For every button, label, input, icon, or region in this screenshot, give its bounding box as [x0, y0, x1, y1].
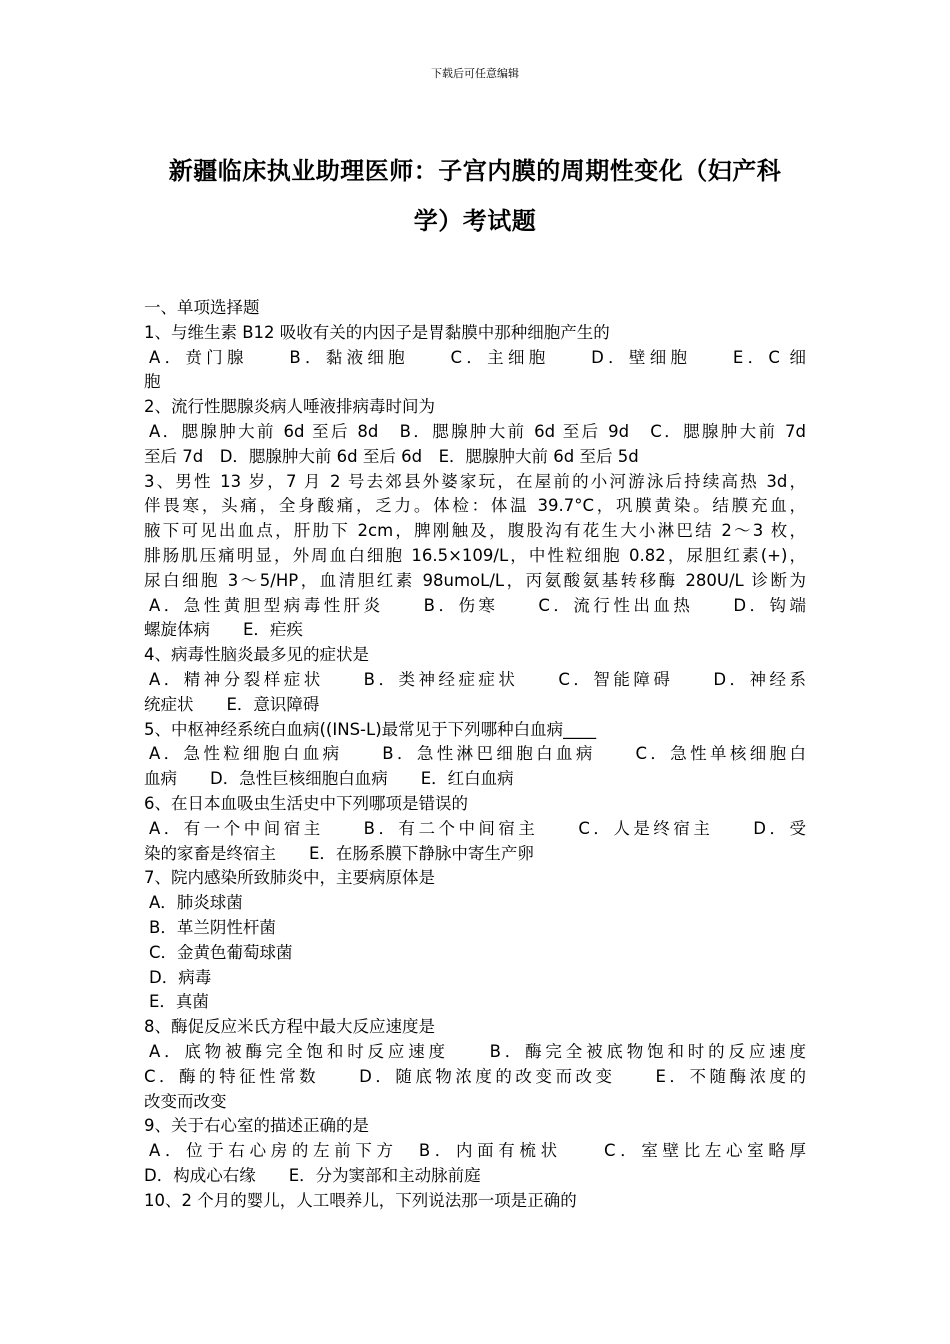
text-line: A．腮腺肿大前 6d 至后 8d B．腮腺肿大前 6d 至后 9d C．腮腺肿大前 7d: [149, 421, 806, 441]
text-line: A．贲门腺 B．黏液细胞 C．主细胞 D．壁细胞 E．C 细: [149, 347, 806, 367]
text-line: 改变而改变: [144, 1091, 227, 1111]
document-title: [145, 146, 805, 246]
text-line: 1、与维生素 B12 吸收有关的内因子是胃黏膜中那种细胞产生的: [144, 322, 610, 342]
title-line-1: 新疆临床执业助理医师：子宫内膜的周期性变化（妇产科: [168, 157, 782, 185]
section-heading: 一、单项选择题: [144, 298, 260, 317]
text-line: 伴畏寒，头痛，全身酸痛，乏力。体检：体温 39.7°C，巩膜黄染。结膜充血，: [144, 496, 806, 516]
text-line: A．肺炎球菌: [149, 893, 243, 913]
text-line: B．革兰阴性杆菌: [149, 917, 276, 937]
text-line: 至后 7d D．腮腺肿大前 6d 至后 6d E．腮腺肿大前 6d 至后 5d: [144, 446, 639, 466]
text-line: A．精神分裂样症状 B．类神经症症状 C．智能障碍 D．神经系: [149, 669, 806, 689]
text-line: 4、病毒性脑炎最多见的症状是: [144, 645, 369, 665]
text-line: 3、男性 13 岁，7 月 2 号去郊县外婆家玩，在屋前的小河游泳后持续高热 3d，: [144, 471, 806, 491]
question-list: [144, 296, 806, 1213]
text-line: 统症状 E．意识障碍: [144, 694, 320, 714]
text-line: 胞: [144, 372, 161, 392]
text-line: C．酶的特征性常数 D．随底物浓度的改变而改变 E．不随酶浓度的: [144, 1066, 806, 1086]
text-line: 螺旋体病 E．疟疾: [144, 620, 303, 640]
text-line: D．病毒: [149, 967, 212, 987]
text-line: 5、中枢神经系统白血病((INS-L)最常见于下列哪种白血病____: [144, 719, 597, 739]
text-line: 腓肠肌压痛明显，外周血白细胞 16.5×109/L，中性粒细胞 0.82，尿胆红素(+)，: [144, 545, 806, 565]
text-line: D．构成心右缘 E．分为窦部和主动脉前庭: [144, 1165, 481, 1185]
text-line: A．底物被酶完全饱和时反应速度 B．酶完全被底物饱和时的反应速度: [149, 1041, 806, 1061]
text-line: 染的家畜是终宿主 E．在肠系膜下静脉中寄生产卵: [144, 843, 534, 863]
header-note: 下载后可任意编辑: [431, 67, 519, 80]
text-line: 尿白细胞 3～5/HP，血清胆红素 98umoL/L，丙氨酸氨基转移酶 280U/L 诊断为: [144, 570, 806, 590]
text-line: E．真菌: [149, 992, 209, 1012]
text-line: 7、院内感染所致肺炎中，主要病原体是: [144, 868, 435, 888]
text-line: C．金黄色葡萄球菌: [149, 942, 293, 962]
text-line: A．位于右心房的左前下方 B．内面有梳状 C．室壁比左心室略厚: [149, 1141, 806, 1161]
text-line: 血病 D．急性巨核细胞白血病 E．红白血病: [144, 769, 514, 789]
text-line: A．急性粒细胞白血病 B．急性淋巴细胞白血病 C．急性单核细胞白: [149, 744, 806, 764]
text-line: 9、关于右心室的描述正确的是: [144, 1116, 369, 1136]
text-line: 2、流行性腮腺炎病人唾液排病毒时间为: [144, 397, 435, 417]
text-line: 8、酶促反应米氏方程中最大反应速度是: [144, 1017, 435, 1037]
title-line-2: 学）考试题: [413, 207, 537, 235]
text-line: A．有一个中间宿主 B．有二个中间宿主 C．人是终宿主 D．受: [149, 818, 806, 838]
text-line: 6、在日本血吸虫生活史中下列哪项是错误的: [144, 793, 468, 813]
text-line: 腋下可见出血点，肝肋下 2cm，脾刚触及，腹股沟有花生大小淋巴结 2～3 枚，: [144, 521, 806, 541]
text-line: 10、2 个月的婴儿，人工喂养儿，下列说法那一项是正确的: [144, 1190, 577, 1210]
question-lines: [144, 321, 806, 1214]
text-line: A．急性黄胆型病毒性肝炎 B．伤寒 C．流行性出血热 D．钩端: [149, 595, 806, 615]
